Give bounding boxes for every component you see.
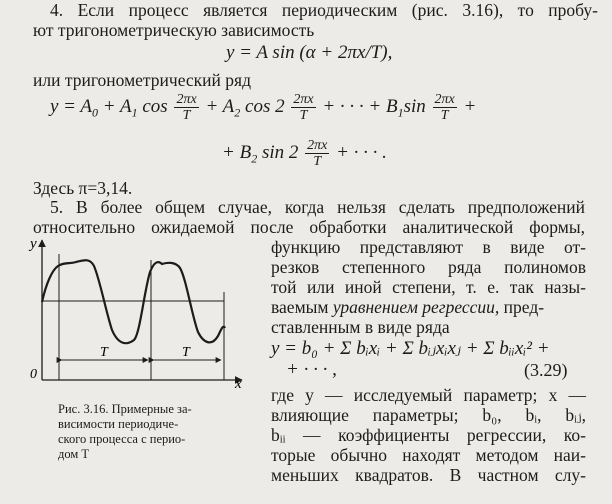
periodic-curve bbox=[42, 260, 225, 343]
period-label: T bbox=[182, 345, 190, 360]
x-axis-label: x bbox=[235, 376, 242, 392]
periodic-process-figure bbox=[28, 232, 258, 392]
figure-caption-line-3: ского процесса с перио- bbox=[58, 432, 186, 446]
where-line-2: влияющие параметры; b₀, bᵢ, bᵢⱼ, bbox=[271, 405, 586, 425]
pi-note: Здесь π=3,14. bbox=[33, 178, 133, 198]
right-col-line-2: резков степенного ряда полиномов bbox=[271, 257, 586, 277]
figure-caption-line-4: дом T bbox=[58, 447, 90, 461]
equation-trig-series-2: + $B_2$ sin 2 $\frac{2\pi x}{T}$ + · · · . bbox=[222, 138, 387, 169]
period-label: T bbox=[100, 345, 108, 360]
paragraph-4-line-3: или тригонометрический ряд bbox=[33, 70, 251, 90]
paragraph-5-line-1: 5. В более общем случае, когда нельзя сделать предположений bbox=[50, 197, 585, 217]
paragraph-5-line-2: относительно ожидаемой после обработки аналитической формы, bbox=[33, 217, 585, 237]
where-line-1: где y — исследуемый параметр; x — bbox=[271, 385, 586, 405]
fraction-2pix-over-t: $\frac{2\pi x}{T}$ bbox=[307, 138, 328, 169]
figure-caption-line-1: Рис. 3.16. Примерные за- bbox=[58, 402, 192, 416]
fraction-2pix-over-t: $\frac{2\pi x}{T}$ bbox=[176, 92, 197, 123]
right-col-line-5: ставленным в виде ряда bbox=[271, 317, 450, 337]
equation-3-29-continuation: + · · · , bbox=[286, 359, 337, 380]
where-line-4: торые обычно находят методом наи- bbox=[271, 445, 586, 465]
equation-3-29: y = b₀ + Σ bᵢxᵢ + Σ bᵢⱼxᵢxⱼ + Σ bᵢᵢxᵢ² + bbox=[271, 338, 550, 359]
fraction-2pix-over-t: $\frac{2\pi x}{T}$ bbox=[293, 92, 314, 123]
paragraph-4-line-2: ют тригонометрическую зависимость bbox=[33, 20, 315, 40]
where-line-3: bᵢᵢ — коэффициенты регрессии, ко- bbox=[271, 425, 586, 445]
equation-sine: y = A sin (α + 2πx/T), bbox=[226, 42, 393, 63]
figure-caption-line-2: висимости периодиче- bbox=[58, 417, 179, 431]
equation-trig-series-1: $y = A_0 + A_1$ cos $\frac{2\pi x}{T}$ + $A_2$ cos 2 $\frac{2\pi x}{T}$ + · · · + $B_1\sin$ $\frac{2\pi x}{T}$ + bbox=[50, 92, 477, 123]
right-col-line-4: ваемым уравнением регрессии, пред- bbox=[271, 297, 545, 317]
paragraph-4-line-1: 4. Если процесс является периодическим (рис. 3.16), то пробу- bbox=[50, 0, 598, 20]
fraction-2pix-over-t: $\frac{2\pi x}{T}$ bbox=[434, 92, 455, 123]
right-col-line-3: той или иной степени, т. е. так назы- bbox=[271, 277, 586, 297]
term-regression-equation: уравнением регрессии, bbox=[332, 297, 500, 317]
right-col-line-1: функцию представляют в виде от- bbox=[271, 237, 586, 257]
origin-label: 0 bbox=[30, 367, 37, 382]
y-axis-label: y bbox=[30, 236, 37, 252]
where-line-5: меньших квадратов. В частном слу- bbox=[271, 465, 586, 485]
equation-number: (3.29) bbox=[524, 360, 568, 380]
